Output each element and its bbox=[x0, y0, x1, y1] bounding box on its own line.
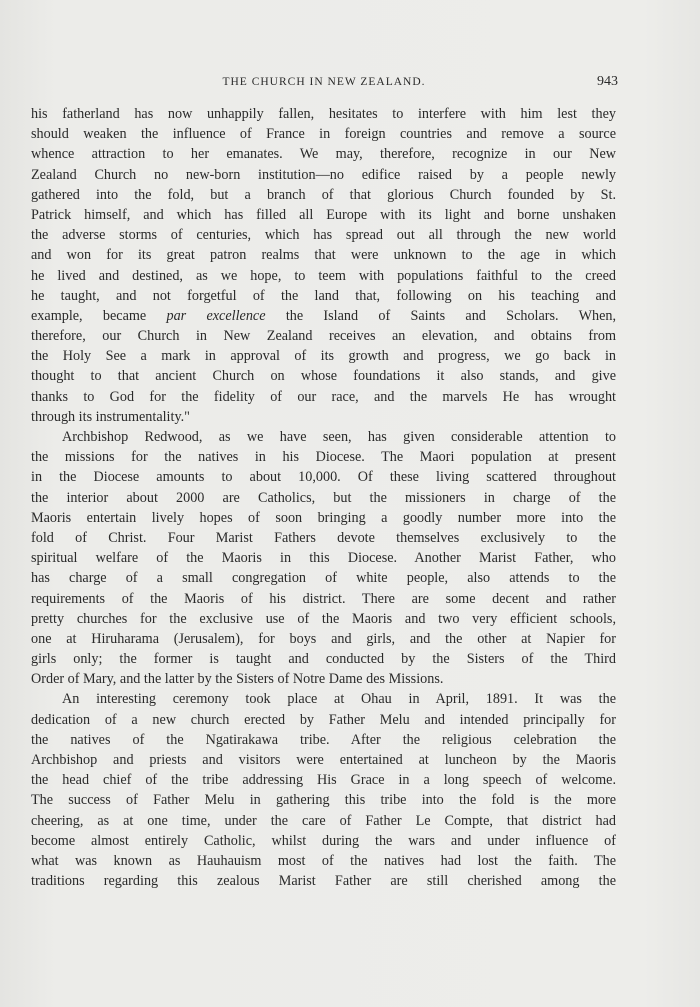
text-line: the head chief of the tribe addressing His Grace in a long speech of welcome. bbox=[31, 772, 616, 789]
text-line-italic-phrase bbox=[31, 306, 616, 326]
running-head bbox=[30, 74, 618, 90]
text-line: and won for its great patron realms that were unknown to the age in which bbox=[31, 247, 616, 264]
text-line: has charge of a small congregation of white people, also attends to the bbox=[31, 570, 616, 587]
text-line: thanks to God for the fidelity of our race, and the marvels He has wrought bbox=[31, 388, 616, 405]
running-title: THE CHURCH IN NEW ZEALAND. bbox=[222, 76, 426, 88]
page-number: 943 bbox=[597, 74, 618, 89]
text-line: the natives of the Ngatirakawa tribe. After the religious celebration the bbox=[31, 731, 616, 748]
text-line: the adverse storms of centuries, which has spread out all through the new world bbox=[31, 227, 616, 244]
text-line: traditions regarding this zealous Marist Father are still cherished among the bbox=[31, 873, 616, 890]
text-line: the Holy See a mark in approval of its growth and progress, we go back in bbox=[31, 348, 616, 365]
text-segment: the Island of Saints and Scholars. When, bbox=[285, 307, 617, 324]
text-line: Order of Mary, and the latter by the Sisters of Notre Dame des Missions. bbox=[31, 671, 444, 688]
text-line: he taught, and not forgetful of the land that, following on his teaching and bbox=[31, 287, 616, 304]
text-line: girls only; the former is taught and conducted by the Sisters of the Third bbox=[31, 651, 616, 668]
text-line: the interior about 2000 are Catholics, but the missioners in charge of the bbox=[31, 489, 616, 506]
text-line: gathered into the fold, but a branch of that glorious Church founded by St. bbox=[31, 186, 616, 203]
paragraph-first-line: Archbishop Redwood, as we have seen, has given considerable attention to bbox=[62, 429, 616, 445]
body-text bbox=[31, 104, 616, 891]
text-line: pretty churches for the exclusive use of the Maoris and two very efficient schools, bbox=[31, 610, 616, 627]
text-line: dedication of a new church erected by Father Melu and intended principally for bbox=[31, 711, 616, 728]
text-line: the missions for the natives in his Diocese. The Maori population at present bbox=[31, 449, 616, 466]
text-line: should weaken the influence of France in foreign countries and remove a source bbox=[31, 126, 616, 143]
text-line: cheering, as at one time, under the care of Father Le Compte, that district had bbox=[31, 812, 616, 829]
text-line: therefore, our Church in New Zealand receives an elevation, and obtains from bbox=[31, 328, 616, 345]
text-line: Archbishop and priests and visitors were entertained at luncheon by the Maoris bbox=[31, 752, 616, 768]
text-line: whence attraction to her emanates. We may, therefore, recognize in our New bbox=[31, 146, 616, 163]
text-segment: example, became bbox=[31, 307, 147, 324]
text-line: requirements of the Maoris of his district. There are some decent and rather bbox=[31, 590, 616, 607]
text-line: become almost entirely Catholic, whilst during the wars and under influence of bbox=[31, 832, 616, 849]
text-line: in the Diocese amounts to about 10,000. Of these living scattered throughout bbox=[31, 469, 616, 486]
text-line: The success of Father Melu in gathering this tribe into the fold is the more bbox=[31, 792, 616, 809]
text-line: fold of Christ. Four Marist Fathers devote themselves exclusively to the bbox=[31, 529, 616, 546]
text-line: he lived and destined, as we hope, to teem with populations faithful to the creed bbox=[31, 267, 616, 284]
text-line: one at Hiruharama (Jerusalem), for boys and girls, and the other at Napier for bbox=[31, 630, 616, 647]
text-line: what was known as Hauhauism most of the natives had lost the faith. The bbox=[31, 852, 616, 869]
text-line: Maoris entertain lively hopes of soon bringing a goodly number more into the bbox=[31, 509, 616, 526]
text-line: his fatherland has now unhappily fallen, hesitates to interfere with him lest they bbox=[31, 106, 616, 122]
text-line: through its instrumentality." bbox=[31, 408, 190, 425]
text-line: Zealand Church no new-born institution—no edifice raised by a people newly bbox=[31, 166, 616, 183]
text-line: Patrick himself, and which has filled all Europe with its light and borne unshaken bbox=[31, 206, 616, 223]
text-line: thought to that ancient Church on whose foundations it also stands, and give bbox=[31, 368, 616, 385]
italic-phrase: par excellence bbox=[166, 307, 266, 324]
paragraph-first-line: An interesting ceremony took place at Ohau in April, 1891. It was the bbox=[62, 691, 616, 708]
text-line: spiritual welfare of the Maoris in this Diocese. Another Marist Father, who bbox=[31, 550, 616, 567]
